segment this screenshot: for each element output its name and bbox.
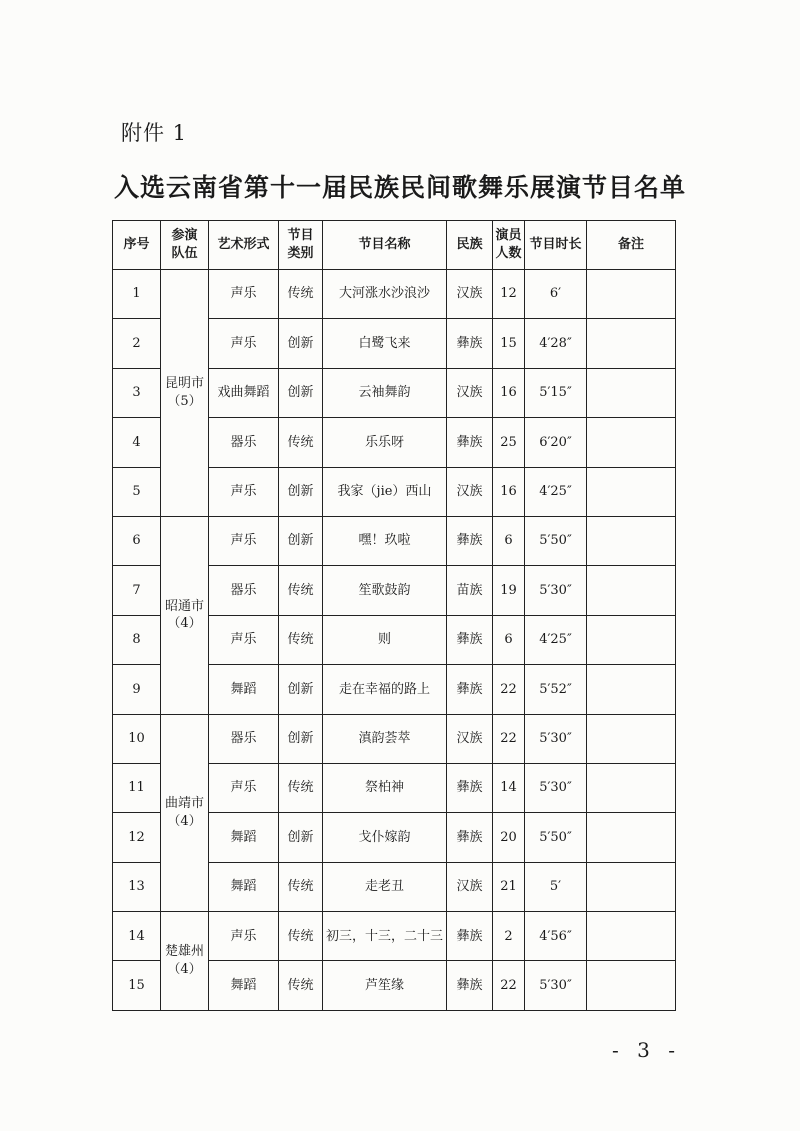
- cell-category: 创新: [279, 319, 323, 368]
- cell-performers: 22: [493, 665, 525, 714]
- cell-duration: 4′25″: [525, 467, 587, 516]
- cell-remark: [587, 763, 676, 812]
- cell-program-name: 祭柏神: [323, 763, 447, 812]
- header-team: [161, 221, 209, 270]
- cell-seq: 13: [113, 862, 161, 911]
- header-category-line1: 节目: [287, 228, 314, 244]
- cell-ethnicity: 彝族: [447, 813, 493, 862]
- cell-team: [161, 714, 209, 912]
- cell-performers: 20: [493, 813, 525, 862]
- cell-program-name: 乐乐呀: [323, 418, 447, 467]
- cell-remark: [587, 665, 676, 714]
- cell-remark: [587, 615, 676, 664]
- cell-remark: [587, 319, 676, 368]
- cell-art-form: 声乐: [209, 467, 279, 516]
- cell-performers: 25: [493, 418, 525, 467]
- cell-remark: [587, 467, 676, 516]
- cell-performers: 6: [493, 615, 525, 664]
- cell-program-name: 笙歌鼓韵: [323, 566, 447, 615]
- cell-seq: 3: [113, 368, 161, 417]
- cell-category: 创新: [279, 467, 323, 516]
- cell-category: 传统: [279, 912, 323, 961]
- cell-ethnicity: 彝族: [447, 665, 493, 714]
- header-duration: 节目时长: [525, 221, 587, 270]
- cell-seq: 6: [113, 516, 161, 565]
- cell-performers: 6: [493, 516, 525, 565]
- cell-ethnicity: 汉族: [447, 714, 493, 763]
- cell-remark: [587, 912, 676, 961]
- table-row: [113, 516, 676, 565]
- cell-ethnicity: 汉族: [447, 862, 493, 911]
- cell-performers: 21: [493, 862, 525, 911]
- cell-performers: 15: [493, 319, 525, 368]
- team-name: 昆明市: [164, 376, 204, 392]
- header-seq: 序号: [113, 221, 161, 270]
- cell-art-form: 舞蹈: [209, 813, 279, 862]
- cell-duration: 5′30″: [525, 961, 587, 1010]
- cell-art-form: 器乐: [209, 418, 279, 467]
- cell-performers: 2: [493, 912, 525, 961]
- header-remarks: 备注: [587, 221, 676, 270]
- team-count: （4）: [167, 961, 202, 977]
- cell-duration: 4′25″: [525, 615, 587, 664]
- cell-seq: 9: [113, 665, 161, 714]
- cell-team: [161, 912, 209, 1011]
- cell-remark: [587, 813, 676, 862]
- cell-category: 创新: [279, 665, 323, 714]
- header-performers-line2: 人数: [495, 246, 522, 261]
- cell-remark: [587, 566, 676, 615]
- program-table: [112, 220, 676, 1011]
- cell-category: 传统: [279, 270, 323, 319]
- cell-art-form: 声乐: [209, 270, 279, 319]
- cell-category: 传统: [279, 566, 323, 615]
- table-row: [113, 912, 676, 961]
- cell-seq: 7: [113, 566, 161, 615]
- cell-program-name: 走在幸福的路上: [323, 665, 447, 714]
- cell-ethnicity: 彝族: [447, 763, 493, 812]
- cell-duration: 5′52″: [525, 665, 587, 714]
- cell-art-form: 戏曲舞蹈: [209, 368, 279, 417]
- cell-remark: [587, 418, 676, 467]
- header-team-line2: 队伍: [171, 246, 198, 261]
- cell-category: 传统: [279, 862, 323, 911]
- cell-performers: 22: [493, 961, 525, 1010]
- cell-ethnicity: 彝族: [447, 961, 493, 1010]
- cell-remark: [587, 714, 676, 763]
- cell-art-form: 声乐: [209, 516, 279, 565]
- cell-category: 传统: [279, 961, 323, 1010]
- header-performers: [493, 221, 525, 270]
- header-performers-line1: 演员: [495, 228, 522, 244]
- cell-category: 传统: [279, 763, 323, 812]
- cell-art-form: 器乐: [209, 714, 279, 763]
- page-number: - 3 -: [612, 1038, 681, 1062]
- cell-ethnicity: 彝族: [447, 418, 493, 467]
- cell-ethnicity: 彝族: [447, 516, 493, 565]
- attachment-label: 附件 1: [121, 121, 188, 145]
- cell-seq: 5: [113, 467, 161, 516]
- cell-remark: [587, 516, 676, 565]
- cell-ethnicity: 苗族: [447, 566, 493, 615]
- cell-art-form: 声乐: [209, 763, 279, 812]
- cell-program-name: 嘿！玖啦: [323, 516, 447, 565]
- cell-duration: 4′56″: [525, 912, 587, 961]
- cell-art-form: 舞蹈: [209, 665, 279, 714]
- cell-duration: 5′50″: [525, 813, 587, 862]
- cell-duration: 5′30″: [525, 566, 587, 615]
- team-count: （4）: [167, 616, 202, 632]
- cell-program-name: 芦笙缘: [323, 961, 447, 1010]
- team-name: 楚雄州: [164, 944, 204, 960]
- cell-seq: 4: [113, 418, 161, 467]
- cell-art-form: 舞蹈: [209, 862, 279, 911]
- cell-duration: 5′30″: [525, 714, 587, 763]
- cell-duration: 5′30″: [525, 763, 587, 812]
- cell-team: [161, 270, 209, 517]
- cell-program-name: 大河涨水沙浪沙: [323, 270, 447, 319]
- table-row: [113, 270, 676, 319]
- cell-program-name: 白鹭飞来: [323, 319, 447, 368]
- header-category: [279, 221, 323, 270]
- cell-program-name: 初三，十三，二十三: [323, 912, 447, 961]
- cell-ethnicity: 彝族: [447, 912, 493, 961]
- cell-category: 创新: [279, 368, 323, 417]
- header-art-form: 艺术形式: [209, 221, 279, 270]
- cell-performers: 19: [493, 566, 525, 615]
- team-count: （4）: [167, 813, 202, 829]
- cell-seq: 12: [113, 813, 161, 862]
- cell-program-name: 则: [323, 615, 447, 664]
- cell-seq: 15: [113, 961, 161, 1010]
- header-category-line2: 类别: [287, 246, 314, 261]
- cell-category: 传统: [279, 615, 323, 664]
- cell-duration: 4′28″: [525, 319, 587, 368]
- cell-duration: 6′: [525, 270, 587, 319]
- team-name: 昭通市: [164, 598, 204, 614]
- table-body: [113, 270, 676, 1011]
- cell-seq: 14: [113, 912, 161, 961]
- cell-seq: 11: [113, 763, 161, 812]
- cell-category: 传统: [279, 418, 323, 467]
- cell-remark: [587, 961, 676, 1010]
- cell-performers: 16: [493, 467, 525, 516]
- cell-ethnicity: 汉族: [447, 270, 493, 319]
- cell-performers: 14: [493, 763, 525, 812]
- team-count: （5）: [167, 393, 202, 409]
- cell-program-name: 戈仆嫁韵: [323, 813, 447, 862]
- header-team-line1: 参演: [171, 228, 198, 244]
- cell-performers: 16: [493, 368, 525, 417]
- cell-art-form: 声乐: [209, 319, 279, 368]
- cell-duration: 5′15″: [525, 368, 587, 417]
- cell-remark: [587, 862, 676, 911]
- cell-ethnicity: 汉族: [447, 368, 493, 417]
- header-program: 节目名称: [323, 221, 447, 270]
- cell-duration: 5′: [525, 862, 587, 911]
- cell-seq: 1: [113, 270, 161, 319]
- cell-performers: 22: [493, 714, 525, 763]
- cell-art-form: 声乐: [209, 615, 279, 664]
- cell-category: 创新: [279, 714, 323, 763]
- header-ethnicity: 民族: [447, 221, 493, 270]
- cell-category: 创新: [279, 813, 323, 862]
- cell-ethnicity: 彝族: [447, 319, 493, 368]
- cell-program-name: 滇韵荟萃: [323, 714, 447, 763]
- cell-art-form: 器乐: [209, 566, 279, 615]
- cell-program-name: 我家（jie）西山: [323, 467, 447, 516]
- cell-ethnicity: 彝族: [447, 615, 493, 664]
- cell-duration: 5′50″: [525, 516, 587, 565]
- cell-remark: [587, 270, 676, 319]
- cell-seq: 10: [113, 714, 161, 763]
- team-name: 曲靖市: [164, 796, 204, 812]
- cell-category: 创新: [279, 516, 323, 565]
- cell-art-form: 舞蹈: [209, 961, 279, 1010]
- cell-duration: 6′20″: [525, 418, 587, 467]
- cell-program-name: 云袖舞韵: [323, 368, 447, 417]
- cell-program-name: 走老丑: [323, 862, 447, 911]
- cell-art-form: 声乐: [209, 912, 279, 961]
- cell-remark: [587, 368, 676, 417]
- cell-ethnicity: 汉族: [447, 467, 493, 516]
- cell-team: [161, 516, 209, 714]
- cell-seq: 8: [113, 615, 161, 664]
- cell-seq: 2: [113, 319, 161, 368]
- cell-performers: 12: [493, 270, 525, 319]
- document-title: 入选云南省第十一届民族民间歌舞乐展演节目名单: [113, 173, 686, 202]
- table-header-row: [113, 221, 676, 270]
- table-row: [113, 714, 676, 763]
